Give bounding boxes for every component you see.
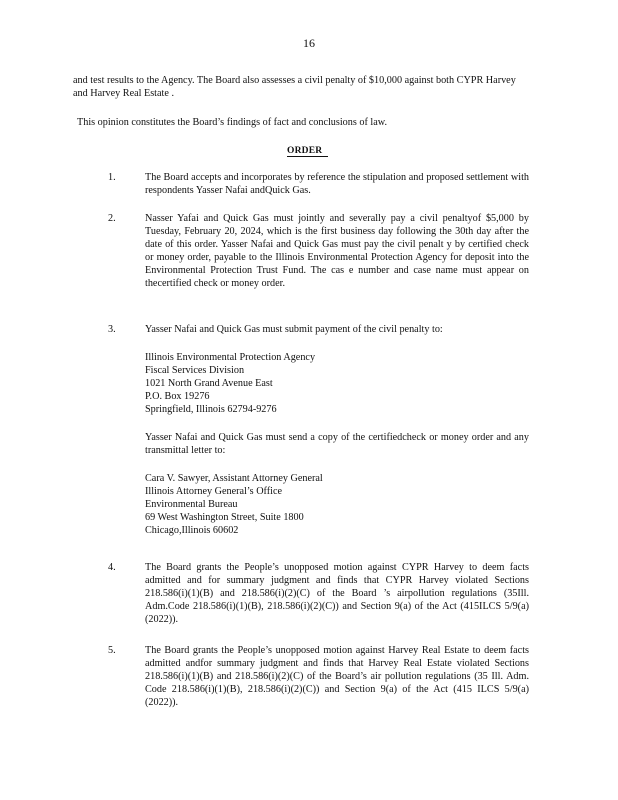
- payment-address: [145, 351, 529, 416]
- address-line: 69 West Washington Street, Suite 1800: [145, 512, 304, 523]
- item-body: [145, 171, 529, 197]
- item-text: Yasser Nafai and Quick Gas must submit payment of the civil penalty to:: [145, 324, 443, 335]
- address-line: P.O. Box 19276: [145, 391, 210, 402]
- item-number: 1.: [108, 172, 116, 183]
- address-line: Fiscal Services Division: [145, 365, 245, 376]
- page-number: 16: [303, 36, 315, 50]
- item-body: [145, 644, 529, 709]
- item-number: 3.: [108, 324, 116, 335]
- opinion-paragraph: This opinion constitutes the Board’s findings of fact and conclusions of law.: [77, 117, 388, 128]
- item-body: [145, 561, 529, 626]
- item-number: 4.: [108, 562, 116, 573]
- item-text: The Board grants the People’s unopposed motion against Harvey Real Estate to deem facts admitted andfor summary judgment and finds that Harvey Real Estate violated Sections 218.586(i)(1)(B) and 218.586(i)(2)(C) of the Board’s air pollution regulations (35 Ill. Adm. Code 218.586(i)(1)(B), 218.586(i)(2)(C)) and Section 9(a) of the Act (415 ILCS 5/9(a) (2022)).: [145, 645, 529, 708]
- address-line: Environmental Bureau: [145, 499, 238, 510]
- item-number: 2.: [108, 213, 116, 224]
- transmittal-address: [145, 472, 529, 537]
- address-line: Illinois Attorney General’s Office: [145, 486, 283, 497]
- address-line: Chicago,Illinois 60602: [145, 525, 239, 536]
- intro-paragraph: and test results to the Agency. The Board also assesses a civil penalty of $10,000 against both CYPR Harvey and Harvey Real Estate .: [73, 75, 516, 99]
- item-text-2: Yasser Nafai and Quick Gas must send a copy of the certifiedcheck or money order and any transmittal letter to:: [145, 432, 529, 456]
- item-body: [145, 323, 529, 537]
- item-text: The Board grants the People’s unopposed motion against CYPR Harvey to deem facts admitted and for summary judgment and finds that CYPR Harvey violated Sections 218.586(i)(1)(B) and 218.586(i)(2)(C) of the Board ’s airpollution regulations (35Ill. Adm.Code 218.586(i)(1)(B), 218.586(i)(2)(C)) and Section 9(a) of the Act (415ILCS 5/9(a) (2022)).: [145, 562, 529, 625]
- item-number: 5.: [108, 645, 116, 656]
- address-line: Illinois Environmental Protection Agency: [145, 352, 316, 363]
- item-text: The Board accepts and incorporates by reference the stipulation and proposed settlement with respondents Yasser Nafai andQuick Gas.: [145, 172, 529, 196]
- order-heading: ORDER: [287, 146, 328, 157]
- address-line: Cara V. Sawyer, Assistant Attorney General: [145, 473, 323, 484]
- item-text: Nasser Yafai and Quick Gas must jointly and severally pay a civil penaltyof $5,000 by Tuesday, February 20, 2024, which is the first business day following the 30th day after the date of this order. Yasser Nafai and Quick Gas must pay the civil penalt y by certified check or money order, payable to the Illinois Environmental Protection Agency for deposit into the Environmental Protection Trust Fund. The cas e number and case name must appear on thecertified check or money order.: [145, 213, 529, 289]
- address-line: Springfield, Illinois 62794-9276: [145, 404, 277, 415]
- item-body: [145, 212, 529, 290]
- address-line: 1021 North Grand Avenue East: [145, 378, 273, 389]
